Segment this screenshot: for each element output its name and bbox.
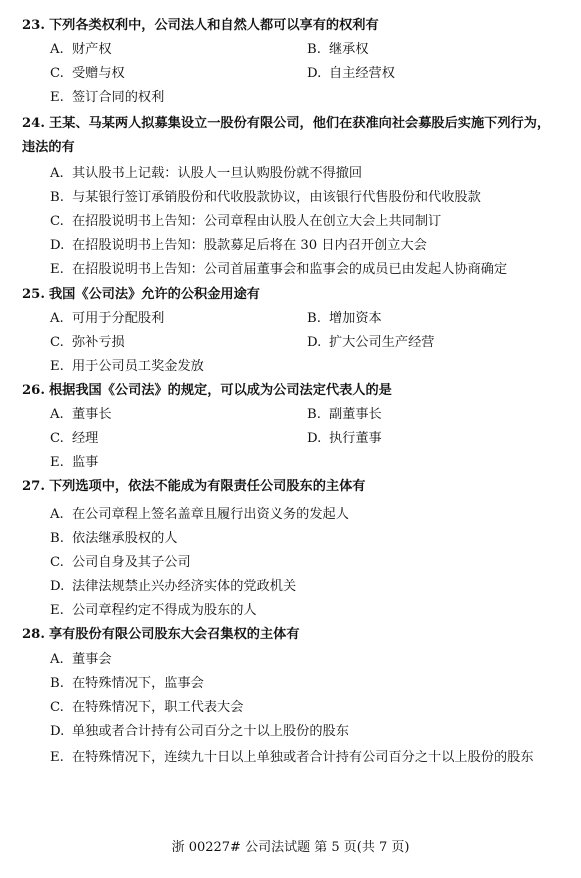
option-letter: C. [50,431,64,446]
option-letter: D. [50,579,65,594]
option-letter: D. [50,724,65,739]
option-text: 自主经营权 [329,66,395,81]
option-text: 监事 [72,455,99,470]
question-24-stem [22,112,563,160]
q25-option-a [50,309,164,329]
option-letter: C. [50,555,64,570]
option-letter: B. [307,42,321,57]
option-letter: B. [307,311,321,326]
option-text: 董事会 [72,652,112,667]
q28-option-e [50,746,561,770]
q26-option-c [50,429,98,449]
q27-option-c [50,553,191,573]
q26-option-a [50,405,112,425]
option-letter: D. [307,431,322,446]
option-text: 经理 [72,431,99,446]
option-text: 用于公司员工奖金发放 [72,359,204,374]
option-text: 与某银行签订承销股份和代收股款协议，由该银行代售股份和代收股款 [72,190,481,205]
q23-option-a [50,40,112,60]
option-text: 在特殊情况下，监事会 [72,676,204,691]
question-number: 28. [22,627,45,642]
q23-option-e [50,88,164,108]
option-letter: A. [50,42,64,57]
question-25-stem [22,285,563,305]
q27-option-d [50,577,296,597]
q26-option-d [307,429,382,449]
option-letter: C. [50,214,64,229]
option-text: 财产权 [72,42,112,57]
option-text: 在招股说明书上告知：公司章程由认股人在创立大会上共同制订 [72,214,442,229]
q23-option-b [307,40,369,60]
question-text: 享有股份有限公司股东大会召集权的主体有 [48,627,300,642]
q28-option-d [50,722,349,742]
option-text: 可用于分配股利 [72,311,165,326]
option-text: 法律法规禁止兴办经济实体的党政机关 [72,579,297,594]
option-letter: B. [307,407,321,422]
option-letter: D. [307,66,322,81]
option-text: 其认股书上记载：认股人一旦认购股份就不得撤回 [72,166,363,181]
q27-option-a [50,505,349,525]
option-text: 受赠与权 [72,66,125,81]
option-text: 副董事长 [329,407,382,422]
q24-option-b [50,188,561,208]
option-text: 单独或者合计持有公司百分之十以上股份的股东 [72,724,349,739]
question-text: 根据我国《公司法》的规定，可以成为公司法定代表人的是 [48,383,392,398]
option-text: 依法继承股权的人 [72,531,178,546]
q24-option-a [50,164,561,184]
option-text: 执行董事 [329,431,382,446]
q24-option-e [50,260,561,280]
question-text: 下列选项中，依法不能成为有限责任公司股东的主体有 [48,479,366,494]
option-text: 在招股说明书上告知：股款募足后将在 30 日内召开创立大会 [72,238,427,253]
option-letter: C. [50,66,64,81]
option-text: 继承权 [329,42,369,57]
option-text: 签订合同的权利 [72,90,165,105]
question-text: 王某、马某两人拟募集设立一股份有限公司，他们在获准向社会募股后实施下列行为，违法的有 [22,116,551,155]
option-letter: E. [50,750,64,765]
question-26-stem [22,381,563,401]
option-text: 公司自身及其子公司 [72,555,191,570]
page-footer: 浙 00227# 公司法试题 第 5 页(共 7 页) [171,840,410,855]
q25-option-e [50,357,204,377]
option-letter: A. [50,507,64,522]
question-text: 我国《公司法》允许的公积金用途有 [48,287,260,302]
option-text: 扩大公司生产经营 [329,335,435,350]
q28-option-b [50,674,204,694]
option-text: 增加资本 [329,311,382,326]
option-letter: B. [50,190,64,205]
q25-option-b [307,309,382,329]
q25-option-c [50,333,125,353]
q23-option-c [50,64,125,84]
option-letter: D. [307,335,322,350]
question-23-stem [22,16,563,36]
option-text: 在特殊情况下，职工代表大会 [72,700,244,715]
question-28-stem [22,625,563,645]
question-number: 27. [22,479,45,494]
option-letter: A. [50,652,64,667]
option-text: 公司章程约定不得成为股东的人 [72,603,257,618]
question-27-stem [22,477,563,497]
q28-option-a [50,650,112,670]
option-letter: B. [50,676,64,691]
option-text: 在特殊情况下，连续九十日以上单独或者合计持有公司百分之十以上股份的股东 [72,750,534,765]
option-text: 董事长 [72,407,112,422]
option-letter: E. [50,262,64,277]
q27-option-b [50,529,178,549]
option-letter: B. [50,531,64,546]
question-number: 23. [22,18,45,33]
q24-option-c [50,212,561,232]
option-text: 弥补亏损 [72,335,125,350]
q27-option-e [50,601,257,621]
option-letter: A. [50,407,64,422]
option-letter: E. [50,359,64,374]
question-number: 26. [22,383,45,398]
q24-option-d [50,236,561,256]
option-text: 在招股说明书上告知：公司首届董事会和监事会的成员已由发起人协商确定 [72,262,508,277]
q28-option-c [50,698,243,718]
option-text: 在公司章程上签名盖章且履行出资义务的发起人 [72,507,349,522]
option-letter: E. [50,603,64,618]
option-letter: A. [50,166,64,181]
q25-option-d [307,333,435,353]
option-letter: C. [50,700,64,715]
option-letter: E. [50,90,64,105]
option-letter: C. [50,335,64,350]
question-number: 24. [22,116,45,131]
option-letter: E. [50,455,64,470]
option-letter: D. [50,238,65,253]
q26-option-e [50,453,98,473]
q26-option-b [307,405,382,425]
q23-option-d [307,64,395,84]
question-text: 下列各类权利中，公司法人和自然人都可以享有的权利有 [48,18,379,33]
question-number: 25. [22,287,45,302]
option-letter: A. [50,311,64,326]
